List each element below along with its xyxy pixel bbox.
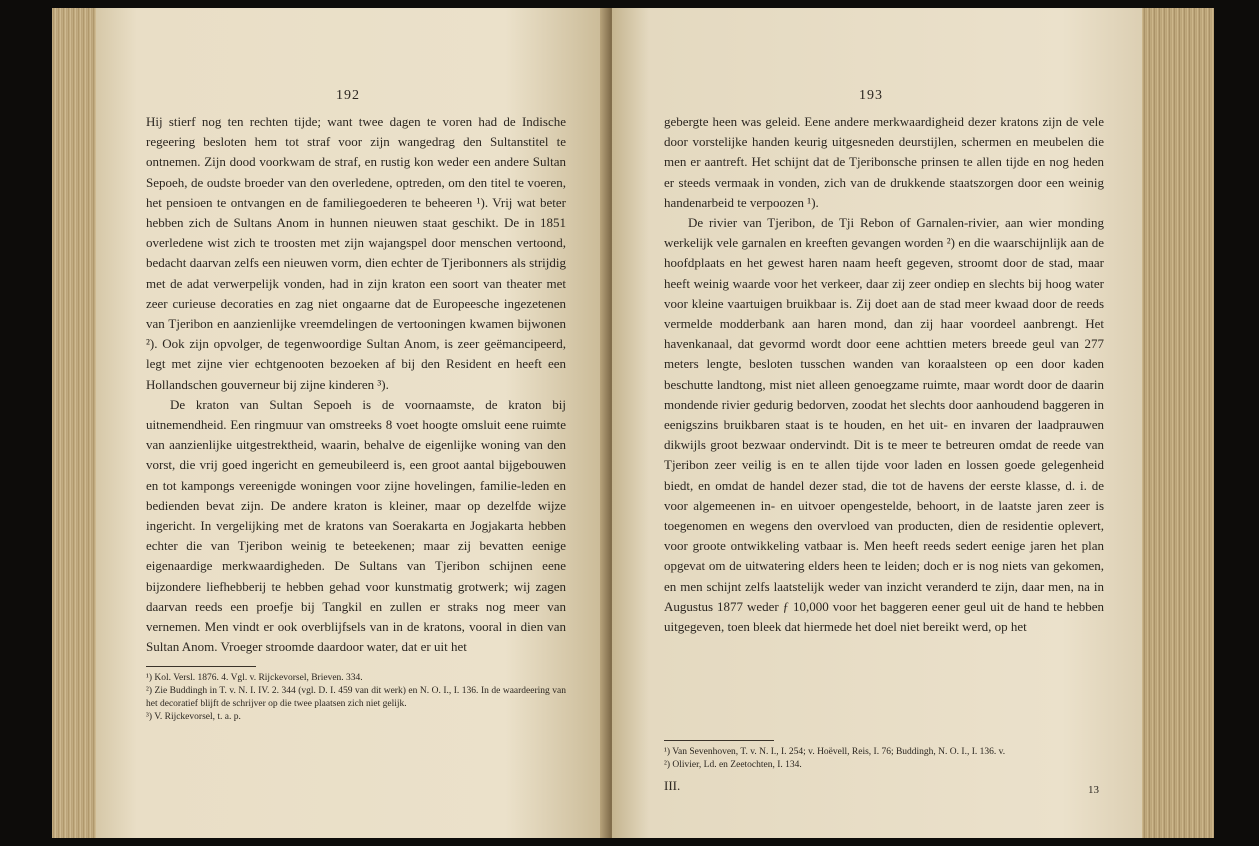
- right-paragraph-1: gebergte heen was geleid. Eene andere merkwaardigheid dezer kratons zijn de vele door vorstelijke handen keurig uitgesneden deurstijlen, schermen en meubelen die men er aantreft. Het schijnt dat de Tjeribonsche prinsen te allen tijde en nog heden er steeds vermaak in vonden, zich van de drukkende staatszorgen door een weinig handenarbeid te verpoozen ¹).: [664, 114, 1104, 210]
- left-footnote-1: ¹) Kol. Versl. 1876. 4. Vgl. v. Rijckevorsel, Brieven. 334.: [146, 673, 363, 683]
- page-number-left: 192: [336, 88, 360, 103]
- left-page: [96, 8, 608, 838]
- right-footnote-1: ¹) Van Sevenhoven, T. v. N. I., I. 254; v. Hoëvell, Reis, I. 76; Buddingh, N. O. I., I. 136. v.: [664, 747, 1006, 757]
- right-page: [612, 8, 1142, 838]
- page-edges-right: [1136, 8, 1214, 838]
- left-paragraph-2: De kraton van Sultan Sepoeh is de voornaamste, de kraton bij uitnemendheid. Een ringmuur van omstreeks 8 voet hoogte omsluit eene ruimte van aanzienlijke uitgestrektheid, waarin, behalve de eigenlijke woning van den vorst, die vrij goed ingericht en gemeubileerd is, een groot aantal bijgebouwen en tot kampongs vereenigde woningen voor zijne hovelingen, familie-leden en bedienden bevat zijn. De andere kraton is kleiner, maar op dezelfde wijze ingericht. In vergelijking met de kratons van Soerakarta en Jogjakarta hebben echter die van Tjeribon weinig te beteekenen; maar zij bevatten eenige eigenaardige merkwaardigheden. De Sultans van Tjeribon schijnen eene bijzondere liefhebberij te hebben gehad voor kunstmatig grotwerk; wij zagen daarvan reeds een proefje bij Tangkil en zullen er straks nog meer van vernemen. Men vindt er ook overblijfsels van in de kratons, vooral in dien van Sultan Anom. Vroeger stroomde daardoor water, dat er uit het: [146, 396, 566, 655]
- right-paragraph-2: De rivier van Tjeribon, de Tji Rebon of Garnalen-rivier, aan wier monding werkelijk vele garnalen en kreeften gevangen worden ²) en die waarschijnlijk aan de hoofdplaats en het gewest haren naam heeft gegeven, stroomt door de stad, maar heeft weinig waarde voor het verkeer, daar zij zeer ondiep en slechts bij hoog water voor kleine vaartuigen bruikbaar is. Zij doet aan de stad meer kwaad door de reeds vermelde modderbank aan haren mond, dan zij haar voordeel aanbrengt. Het havenkanaal, dat gevormd wordt door eene achttien meters breede geul van 277 meters lengte, besloten tusschen wanden van koraalsteen op een door kaden beschutte landtong, mist niet alleen genoegzame ruimte, maar wordt door de daarin mondende rivier gedurig bedorven, zoodat het slechts door aanhoudend baggeren in eenigszins bruikbaren staat is te houden, en het uit- en invaren der laadprauwen dikwijls groot bezwaar ondervindt. Dit is te meer te betreuren omdat de reede van Tjeribon zeer veilig is en te allen tijde voor laden en lossen goede gelegenheid biedt, en omdat de handel dezer stad, die tot de havens der eerste klasse, d. i. de voor algemeenen in- en uitvoer opengestelde, behoort, in de laatste jaren zeer is toegenomen en wegens den overvloed van producten, dien de residentie oplevert, voor groote ontwikkeling vatbaar is. Men heeft reeds sedert eenige jaren het plan opgevat om de uitwatering elders heen te leiden; doch er is nog niets van gekomen, en men schijnt zelfs laatstelijk weder van inzicht veranderd te zijn, daar men, na in Augustus 1877 weder ƒ 10,000 voor het baggeren eener geul uit de hand te hebben uitgegeven, toen bleek dat hiermede het doel niet bereikt werd, op het: [664, 215, 1104, 635]
- footnote-rule-right: [664, 740, 774, 741]
- left-paragraph-1: Hij stierf nog ten rechten tijde; want twee dagen te voren had de Indische regeering besloten hem tot straf voor zijn wangedrag den Sultanstitel te ontnemen. Zijn dood voorkwam de straf, en rustig kon weder een andere Sultan Sepoeh, de oudste broeder van den overledene, optreden, om den titel te voeren, het pensioen te ontvangen en de familiegoederen te beheeren ¹). Vrij wat beter hebben zich de Sultans Anom in hunnen nieuwen staat geschikt. De in 1851 overledene wist zich te troosten met zijn wajangspel door menschen vertoond, bedacht daarvan zelfs een nieuwen vorm, dien echter de Tjeribonners als strijdig met de adat verwerpelijk vonden, had in zijn kraton een soort van theater met zeer curieuse decoraties en zag niet ongaarne dat de Europeesche ingezetenen van Tjeribon en aanzienlijke vreemdelingen de vertooningen kwamen bijwonen ²). Ook zijn opvolger, de tegenwoordige Sultan Anom, is zeer geëmancipeerd, legt met zijne vier echtgenooten bezoeken af bij den Resident en heeft een Hollandschen gouverneur bij zijne kinderen ³).: [146, 114, 566, 392]
- signature-mark: III.: [664, 778, 681, 793]
- left-footnote-3: ³) V. Rijckevorsel, t. a. p.: [146, 712, 241, 722]
- left-footnotes: [146, 672, 566, 724]
- left-footnote-2: ²) Zie Buddingh in T. v. N. I. IV. 2. 344 (vgl. D. I. 459 van dit werk) en N. O. I., I. 136. In de waardeering van het decoratief blijft de schrijver op die twee plaatsen zich niet gelijk.: [146, 686, 566, 709]
- page-number-right: 193: [859, 88, 883, 103]
- signature-number: 13: [1088, 784, 1099, 796]
- right-footnote-2: ²) Olivier, Ld. en Zeetochten, I. 134.: [664, 760, 802, 770]
- right-body-text: [664, 112, 1104, 637]
- right-footnotes: [664, 746, 1104, 772]
- left-body-text: [146, 112, 566, 657]
- footnote-rule-left: [146, 666, 256, 667]
